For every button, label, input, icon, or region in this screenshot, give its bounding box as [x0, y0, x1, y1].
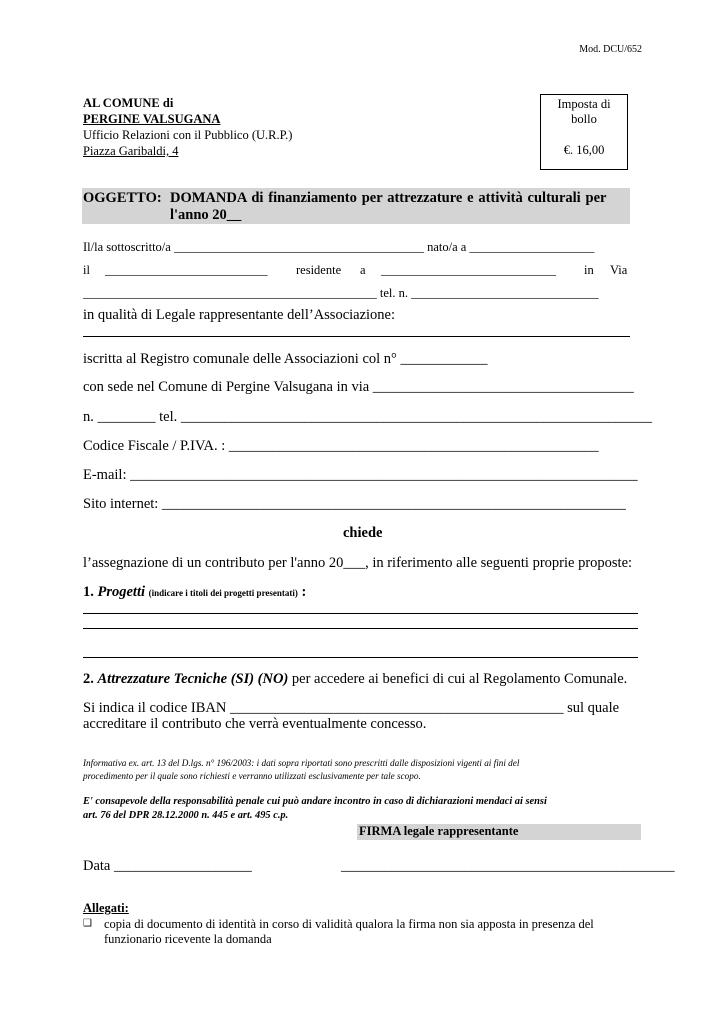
attrezzature-si-no[interactable]: Attrezzature Tecniche (SI) (NO) [97, 671, 289, 687]
attrezzature-number: 2. [83, 671, 94, 687]
allegati-item-line1: copia di documento di identità in corso di validità qualora la firma non sia apposta in presenza del [104, 917, 594, 931]
email-field[interactable]: E-mail: ______________________________________________________________________ [83, 467, 638, 483]
iban-field[interactable]: Si indica il codice IBAN ______________________________________________ sul quale [83, 700, 620, 716]
informativa-line2: procedimento per il quale sono richiesti e verranno utilizzati esclusivamente per tale scopo. [83, 771, 421, 781]
allegati-item-line2: funzionario ricevente la domanda [104, 932, 272, 946]
allegati-bullet-icon: ❑ [83, 918, 92, 929]
stamp-line1: Imposta di [557, 97, 611, 111]
iban-text2: accreditare il contributo che verrà eventualmente concesso. [83, 716, 427, 732]
attrezzature-rest: per accedere ai benefici di cui al Regolamento Comunale. [291, 671, 628, 687]
assegnazione-text: l’assegnazione di un contributo per l'anno 20___, in riferimento alle seguenti proprie proposte: [83, 555, 633, 571]
addressee-line2: PERGINE VALSUGANA [83, 112, 221, 126]
registro-field[interactable]: iscritta al Registro comunale delle Associazioni col n° ____________ [83, 351, 488, 367]
progetti-line-1[interactable] [83, 613, 638, 614]
stamp-line2: bollo [571, 112, 597, 126]
addressee-line4: Piazza Garibaldi, 4 [83, 144, 179, 158]
attrezzature-line [83, 671, 627, 688]
stamp-box [540, 94, 628, 170]
sede-field[interactable]: con sede nel Comune di Pergine Valsugana in via ____________________________________ [83, 379, 634, 395]
birth-date-field[interactable]: __________________________ [105, 263, 268, 277]
progetti-number: 1. [83, 584, 94, 600]
progetti-line-3[interactable] [83, 657, 638, 658]
a-label: a [360, 263, 366, 277]
consapevole-line2: art. 76 del DPR 28.12.2000 n. 445 e art. 495 c.p. [83, 810, 289, 821]
firma-signature-line[interactable]: ______________________________________________ [341, 858, 675, 874]
residente-label: residente [296, 263, 342, 277]
allegati-title: Allegati: [83, 901, 129, 915]
firma-label: FIRMA legale rappresentante [359, 824, 519, 838]
addressee-line1: AL COMUNE di [83, 96, 174, 110]
subject-text1: DOMANDA di finanziamento per attrezzature e attività culturali per [170, 190, 607, 206]
undersigned-line[interactable]: Il/la sottoscritto/a ________________________________________ nato/a a ____________________ [83, 240, 595, 254]
consapevole-line1: E' consapevole della responsabilità penale cui può andare incontro in caso di dichiarazioni mendaci ai sensi [83, 796, 547, 807]
il-label: il [83, 263, 90, 277]
informativa-line1: Informativa ex. art. 13 del D.lgs. n° 196/2003: i dati sopra riportati sono prescritti dalle disposizioni vigenti ai fini del [83, 758, 520, 768]
residence-field[interactable]: ____________________________ [381, 263, 556, 277]
subject-text2: l'anno 20__ [170, 207, 242, 223]
in-label: in [584, 263, 594, 277]
module-code: Mod. DCU/652 [579, 44, 642, 55]
sito-field[interactable]: Sito internet: ________________________________________________________________ [83, 496, 626, 512]
progetti-line-2[interactable] [83, 628, 638, 629]
progetti-colon: : [301, 584, 307, 600]
chiede-heading: chiede [343, 525, 383, 541]
qualita-label: in qualità di Legale rappresentante dell’Associazione: [83, 307, 396, 323]
codice-fiscale-field[interactable]: Codice Fiscale / P.IVA. : ___________________________________________________ [83, 438, 599, 454]
association-name-line[interactable] [83, 336, 630, 337]
numero-tel-field[interactable]: n. ________ tel. _________________________________________________________________ [83, 409, 653, 425]
addressee-line3: Ufficio Relazioni con il Pubblico (U.R.P.) [83, 128, 293, 142]
stamp-amount: €. 16,00 [563, 143, 605, 157]
progetti-label: Progetti [97, 584, 146, 600]
subject-label: OGGETTO: [83, 190, 162, 206]
progetti-note: (indicare i titoli dei progetti presentati) [148, 588, 298, 598]
data-field[interactable]: Data ___________________ [83, 858, 252, 874]
via-label: Via [610, 263, 628, 277]
progetti-heading [83, 584, 306, 601]
tel-line[interactable]: _______________________________________________ tel. n. ______________________________ [83, 286, 599, 300]
